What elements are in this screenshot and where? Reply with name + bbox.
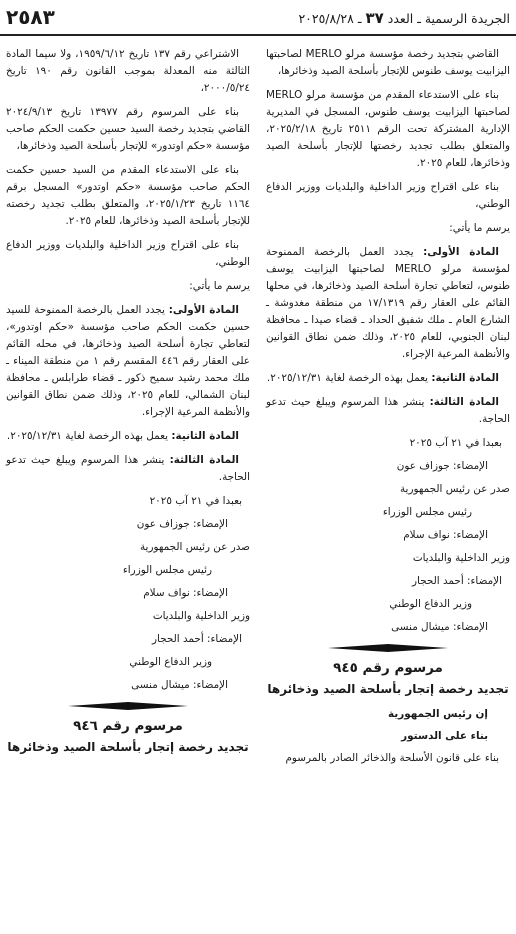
article-3 xyxy=(6,452,250,486)
interior-minister-signature: الإمضاء: أحمد الحجار xyxy=(412,575,502,587)
header-title xyxy=(298,9,510,27)
pm-title: رئيس مجلس الوزراء xyxy=(382,506,472,518)
left-column xyxy=(6,46,250,764)
decree-title: تجديد رخصة إتجار بأسلحة الصيد وذخائرها xyxy=(267,682,509,696)
interior-minister-title: وزير الداخلية والبلديات xyxy=(152,610,250,622)
article-text: يعمل بهذه الرخصة لغاية ٢٠٢٥/١٢/٣١. xyxy=(266,372,429,384)
defense-minister-signature: الإمضاء: ميشال منسى xyxy=(391,621,488,633)
article-text: يجدد العمل بالرخصة الممنوحة للسيد حسين حكمت الحكم صاحب مؤسسة «حكم اوتدور»، لتعاطي تجارة أسلحة الصيد وذخائرها، في محله القائم على العقار رقم ٤٤٦ المقسم رقم ١ من منطقة الميناء ـ ملك محمد رشيد سميح ذكور ـ قضاء طرابلس ـ محافظة لبنان الشمالي، للعام ٢٠٢٥، وذلك ضمن نطاق القوانين والأنظمة المرعية الإجراء. xyxy=(6,304,250,418)
article-1 xyxy=(6,302,250,421)
issued-by: صدر عن رئيس الجمهورية xyxy=(399,483,510,495)
defense-minister-signature: الإمضاء: ميشال منسى xyxy=(131,679,228,691)
article-text: ينشر هذا المرسوم ويبلغ حيث تدعو الحاجة. xyxy=(266,396,510,425)
issue-number: ٣٧ xyxy=(365,9,384,27)
section-divider xyxy=(266,644,510,652)
pm-signature: الإمضاء: نواف سلام xyxy=(403,529,488,541)
signing-date: بعبدا في ٢١ آب ٢٠٢٥ xyxy=(149,495,242,507)
gazette-name: الجريدة الرسمية ـ العدد xyxy=(387,11,510,26)
president-signature: الإمضاء: جوزاف عون xyxy=(136,518,228,530)
page-number: ٢٥٨٣ xyxy=(6,5,55,29)
article-label: المادة الثانية: xyxy=(171,430,239,442)
article-text: ينشر هذا المرسوم ويبلغ حيث تدعو الحاجة. xyxy=(6,454,250,483)
interior-minister-signature: الإمضاء: أحمد الحجار xyxy=(152,633,242,645)
paragraph: الاشتراعي رقم ١٣٧ تاريخ ١٩٥٩/٦/١٢، ولا سيما المادة الثالثة منه المعدلة بموجب القانون رقم ١٩٠ تاريخ ٢٠٠٠/٥/٢٤، xyxy=(6,48,250,94)
issued-by: صدر عن رئيس الجمهورية xyxy=(139,541,250,553)
pm-signature: الإمضاء: نواف سلام xyxy=(143,587,228,599)
article-text: يعمل بهذه الرخصة لغاية ٢٠٢٥/١٢/٣١. xyxy=(6,430,169,442)
section-divider xyxy=(6,702,250,710)
decree-intro: يرسم ما يأتي: xyxy=(449,222,510,234)
defense-minister-title: وزير الدفاع الوطني xyxy=(129,656,212,668)
article-2 xyxy=(266,370,510,387)
defense-minister-title: وزير الدفاع الوطني xyxy=(389,598,472,610)
article-label: المادة الأولى: xyxy=(423,246,499,258)
article-label: المادة الثالثة: xyxy=(429,396,499,408)
article-1 xyxy=(266,244,510,363)
signing-date: بعبدا في ٢١ آب ٢٠٢٥ xyxy=(409,437,502,449)
paragraph: بناء على الاستدعاء المقدم من السيد حسين حكمت الحكم صاحب مؤسسة «حكم اوتدور» المسجل برقم ١١٦٤ تاريخ ٢٠٢٥/١/٢٣، والمتعلق بطلب تجديد رخصته للإتجار بأسلحة الصيد وذخائرها، للعام ٢٠٢٥. xyxy=(6,164,251,227)
decree-intro: يرسم ما يأتي: xyxy=(189,280,250,292)
article-label: المادة الثانية: xyxy=(431,372,499,384)
right-column xyxy=(266,46,510,774)
article-label: المادة الأولى: xyxy=(168,304,239,316)
decree-number: مرسوم رقم ٩٤٦ xyxy=(73,718,183,734)
signatures-block xyxy=(266,435,510,636)
interior-minister-title: وزير الداخلية والبلديات xyxy=(412,552,510,564)
president-signature: الإمضاء: جوزاف عون xyxy=(396,460,488,472)
paragraph: بناء على المرسوم رقم ١٣٩٧٧ تاريخ ٢٠٢٤/٩/١٣ القاضي بتجديد رخصة السيد حسين حكمت الحكم صاحب مؤسسة «حكم اوتدور» للإتجار بأسلحة الصيد وذخائرها، xyxy=(6,106,250,152)
signatures-block xyxy=(6,493,250,694)
paragraph: القاضي بتجديد رخصة مؤسسة مرلو MERLO لصاحبتها اليزابيت يوسف طنوس للإتجار بأسلحة الصيد وذخائرها، xyxy=(266,48,510,77)
page-header xyxy=(0,0,516,36)
paragraph: بناء على قانون الأسلحة والذخائر الصادر بالمرسوم xyxy=(285,752,499,764)
preamble-constitution: بناء على الدستور xyxy=(401,730,488,742)
paragraph: بناء على اقتراح وزير الداخلية والبلديات ووزير الدفاع الوطني، xyxy=(266,181,510,210)
article-3 xyxy=(266,394,510,428)
preamble-president: إن رئيس الجمهورية xyxy=(388,708,488,720)
decree-title: تجديد رخصة إتجار بأسلحة الصيد وذخائرها xyxy=(7,740,249,754)
paragraph: بناء على اقتراح وزير الداخلية والبلديات ووزير الدفاع الوطني، xyxy=(6,239,250,268)
pm-title: رئيس مجلس الوزراء xyxy=(122,564,212,576)
issue-date: ـ ٢٠٢٥/٨/٢٨ xyxy=(298,11,362,26)
paragraph: بناء على الاستدعاء المقدم من مؤسسة مرلو MERLO لصاحبتها اليزابيت يوسف طنوس، المسجل في المديرية الإدارية المشتركة تحت الرقم ٢٥١١ تاريخ ٢٠٢٥/٢/١٨، والمتعلق بطلب تجديد رخصتها للإتجار بأسلحة الصيد وذخائرها، للعام ٢٠٢٥. xyxy=(266,89,510,169)
article-label: المادة الثالثة: xyxy=(169,454,239,466)
article-2 xyxy=(6,428,250,445)
article-text: يجدد العمل بالرخصة الممنوحة لمؤسسة مرلو MERLO لصاحبتها اليزابيت يوسف طنوس، لتعاطي تجارة أسلحة الصيد وذخائرها، في محلها القائم على العقار رقم ١٧/١٣١٩ من منطقة مغدوشة ـ الشارع العام ـ ملك شفيق الحداد ـ قضاء صيدا ـ محافظة لبنان الجنوبي، للعام ٢٠٢٥، وذلك ضمن نطاق القوانين والأنظمة المرعية الإجراء. xyxy=(266,246,510,360)
decree-number: مرسوم رقم ٩٤٥ xyxy=(333,660,443,676)
